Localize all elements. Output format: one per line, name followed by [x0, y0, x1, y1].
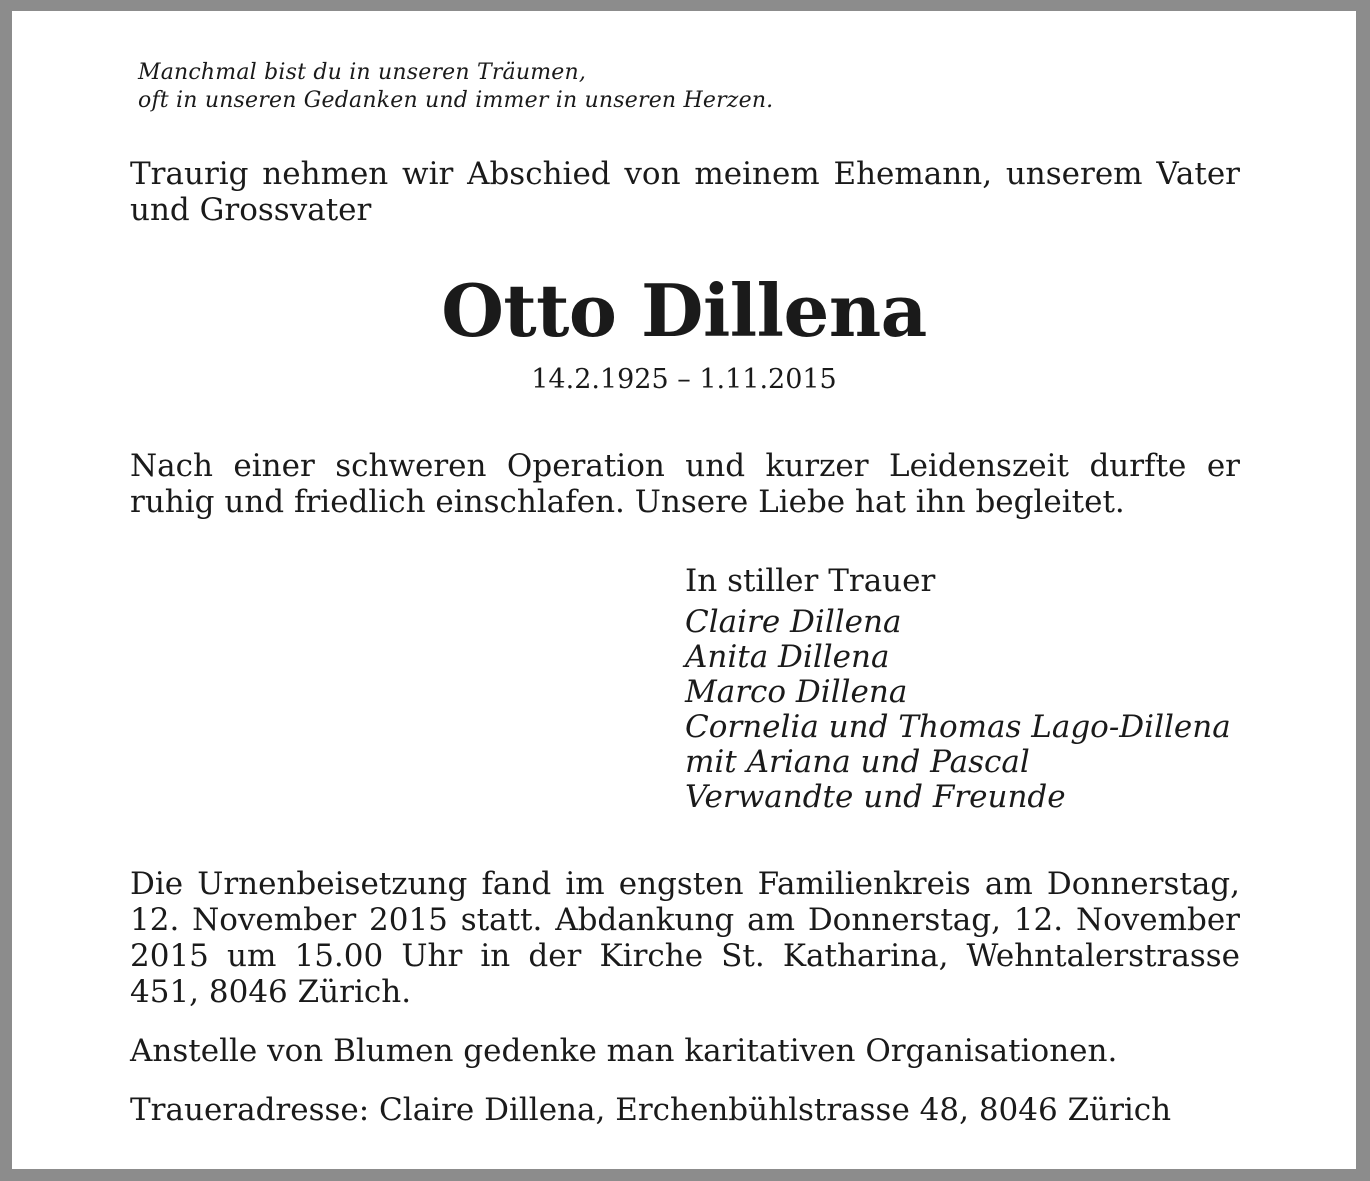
motto-quote — [138, 59, 773, 115]
burial-text: Die Urnenbeisetzung fand im engsten Familienkreis am Donnerstag, 12. November 2015 statt. Abdankung am Donnerstag, 12. November 2015 um 15.00 Uhr in der Kirche St. Katharina, Wehntalerstrasse 451, 8046 Zürich. — [130, 866, 1240, 1010]
mourners-block — [685, 564, 1231, 815]
motto-line-2: oft in unseren Gedanken und immer in unseren Herzen. — [138, 88, 774, 113]
mourner-name: Cornelia und Thomas Lago-Dillena — [685, 709, 1231, 745]
mourner-name: Verwandte und Freunde — [685, 779, 1066, 815]
mourner-name: Marco Dillena — [685, 674, 908, 710]
mourner-name: Anita Dillena — [685, 639, 890, 675]
deceased-name: Otto Dillena — [441, 268, 927, 353]
motto-line-1: Manchmal bist du in unseren Träumen, — [138, 60, 587, 85]
obituary-page — [12, 11, 1356, 1169]
flowers-text: Anstelle von Blumen gedenke man karitativen Organisationen. — [130, 1033, 1118, 1069]
mourner-name: Claire Dillena — [685, 604, 902, 640]
mourner-name: mit Ariana und Pascal — [685, 744, 1030, 780]
address-text: Traueradresse: Claire Dillena, Erchenbühlstrasse 48, 8046 Zürich — [130, 1092, 1172, 1128]
mourners-heading: In stiller Trauer — [685, 563, 936, 599]
intro-text: Traurig nehmen wir Abschied von meinem Ehemann, unserem Vater und Grossvater — [130, 156, 1240, 228]
life-dates: 14.2.1925 – 1.11.2015 — [531, 364, 837, 395]
passing-text: Nach einer schweren Operation und kurzer Leidenszeit durfte er ruhig und friedlich einschlafen. Unsere Liebe hat ihn begleitet. — [130, 448, 1240, 520]
